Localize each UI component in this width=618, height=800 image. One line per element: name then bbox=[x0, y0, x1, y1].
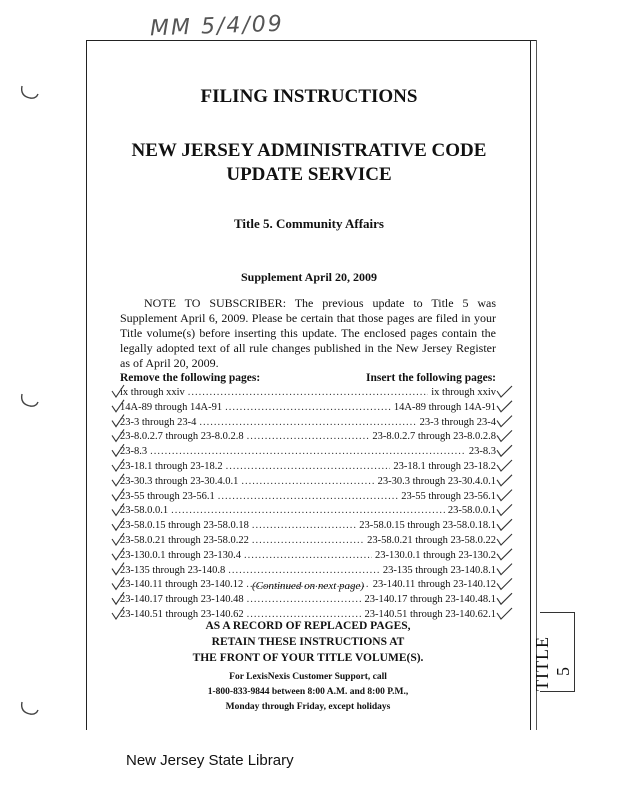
remove-pages: 23-130.0.1 through 23-130.4 bbox=[120, 549, 242, 561]
dot-leader bbox=[252, 519, 356, 534]
column-headers bbox=[120, 372, 496, 384]
remove-pages: 23-58.0.0.1 bbox=[120, 505, 169, 517]
subscriber-note: NOTE TO SUBSCRIBER: The previous update to Title 5 was Supplement April 6, 2009. Please be certain that those pages are filed in your Title volume(s) before inserting this update. The enclosed pages contain the legally adopted text of all rule changes published in the New Jersey Register as of April 20, 2009. bbox=[120, 296, 496, 370]
retain-notice bbox=[120, 618, 496, 666]
handwritten-note: MM 5/4/09 bbox=[149, 11, 285, 42]
dot-leader bbox=[218, 490, 398, 505]
library-stamp: New Jersey State Library bbox=[126, 752, 294, 769]
check-mark-icon bbox=[497, 445, 512, 456]
insert-pages: 23-135 through 23-140.8.1 bbox=[382, 564, 496, 576]
dot-leader bbox=[241, 475, 374, 490]
check-mark-icon bbox=[497, 593, 512, 604]
check-mark-icon bbox=[497, 460, 512, 471]
check-mark-icon bbox=[497, 475, 512, 486]
dot-leader bbox=[171, 504, 445, 519]
insert-pages: 23-140.51 through 23-140.62.1 bbox=[364, 608, 496, 620]
insert-pages: 23-55 through 23-56.1 bbox=[401, 490, 496, 502]
insert-pages: ix through xxiv bbox=[431, 387, 496, 398]
check-mark-icon bbox=[497, 608, 512, 619]
check-mark-icon bbox=[497, 564, 512, 575]
page-row bbox=[120, 593, 496, 608]
support-info bbox=[120, 670, 496, 715]
check-mark-icon bbox=[497, 534, 512, 545]
binder-hole-icon bbox=[18, 390, 40, 412]
check-mark-icon bbox=[497, 401, 512, 412]
supplement-date: Supplement April 20, 2009 bbox=[240, 270, 378, 284]
remove-pages: 23-135 through 23-140.8 bbox=[120, 564, 226, 576]
remove-pages: 23-140.17 through 23-140.48 bbox=[120, 594, 244, 606]
retain-line2: RETAIN THESE INSTRUCTIONS AT bbox=[211, 636, 405, 648]
support-line1: For LexisNexis Customer Support, call bbox=[229, 672, 387, 682]
page-row bbox=[120, 490, 496, 505]
remove-pages: ix through xxiv bbox=[120, 387, 185, 398]
insert-pages: 23-18.1 through 23-18.2 bbox=[393, 460, 496, 472]
dot-leader bbox=[244, 549, 372, 564]
insert-column-header: Insert the following pages: bbox=[365, 372, 496, 384]
page-row bbox=[120, 416, 496, 431]
dot-leader bbox=[252, 534, 364, 549]
code-title-line1: NEW JERSEY ADMINISTRATIVE CODE bbox=[131, 140, 487, 161]
dot-leader bbox=[247, 430, 370, 445]
remove-pages: 23-3 through 23-4 bbox=[120, 416, 197, 428]
remove-pages: 14A-89 through 14A-91 bbox=[120, 401, 223, 413]
page-row bbox=[120, 401, 496, 416]
check-mark-icon bbox=[497, 578, 512, 589]
page-row bbox=[120, 519, 496, 534]
support-hours-line: Monday through Friday, except holidays bbox=[225, 702, 391, 712]
page-frame-top bbox=[86, 40, 536, 41]
insert-pages: 23-8.3 bbox=[468, 446, 496, 458]
insert-pages: 23-140.11 through 23-140.12 bbox=[372, 579, 496, 591]
remove-pages: 23-58.0.21 through 23-58.0.22 bbox=[120, 534, 249, 546]
check-mark-icon bbox=[497, 504, 512, 515]
remove-pages: 23-8.3 bbox=[120, 446, 148, 458]
binder-hole-icon bbox=[18, 698, 40, 720]
page-row bbox=[120, 534, 496, 549]
insert-pages: 23-30.3 through 23-30.4.0.1 bbox=[377, 475, 496, 487]
dot-leader bbox=[228, 564, 380, 579]
page-row bbox=[120, 445, 496, 460]
retain-line3: THE FRONT OF YOUR TITLE VOLUME(S). bbox=[192, 652, 424, 664]
remove-pages: 23-18.1 through 23-18.2 bbox=[120, 460, 223, 472]
document-title: FILING INSTRUCTIONS bbox=[200, 86, 418, 107]
remove-pages: 23-30.3 through 23-30.4.0.1 bbox=[120, 475, 239, 487]
dot-leader bbox=[199, 416, 416, 431]
title-name: Title 5. Community Affairs bbox=[234, 216, 384, 231]
check-mark-icon bbox=[497, 386, 512, 397]
insert-pages: 23-58.0.15 through 23-58.0.18.1 bbox=[359, 520, 496, 532]
retain-line1: AS A RECORD OF REPLACED PAGES, bbox=[205, 620, 411, 632]
remove-pages: 23-140.51 through 23-140.62 bbox=[120, 608, 244, 620]
code-title-line2: UPDATE SERVICE bbox=[226, 164, 392, 185]
insert-pages: 23-58.0.21 through 23-58.0.22 bbox=[367, 534, 496, 546]
check-mark-icon bbox=[497, 519, 512, 530]
check-mark-icon bbox=[497, 549, 512, 560]
remove-pages: 23-140.11 through 23-140.12 bbox=[120, 579, 244, 591]
insert-pages: 23-58.0.0.1 bbox=[447, 505, 496, 517]
page-row bbox=[120, 504, 496, 519]
insert-pages: 23-140.17 through 23-140.48.1 bbox=[364, 594, 496, 606]
insert-pages: 14A-89 through 14A-91 bbox=[393, 401, 496, 413]
page-row bbox=[120, 549, 496, 564]
remove-pages: 23-58.0.15 through 23-58.0.18 bbox=[120, 520, 249, 532]
dot-leader bbox=[150, 445, 466, 460]
remove-column-header: Remove the following pages: bbox=[120, 372, 261, 384]
insert-pages: 23-8.0.2.7 through 23-8.0.2.8 bbox=[372, 431, 496, 443]
insert-pages: 23-130.0.1 through 23-130.2 bbox=[374, 549, 496, 561]
check-mark-icon bbox=[497, 416, 512, 427]
page-row bbox=[120, 430, 496, 445]
dot-leader bbox=[225, 401, 391, 416]
remove-pages: 23-8.0.2.7 through 23-8.0.2.8 bbox=[120, 431, 244, 443]
insert-pages: 23-3 through 23-4 bbox=[419, 416, 496, 428]
support-phone-line: 1-800-833-9844 between 8:00 A.M. and 8:00 P.M., bbox=[207, 687, 409, 697]
dot-leader bbox=[247, 593, 362, 608]
title-tab-label: TITLE 5 bbox=[532, 636, 573, 691]
dot-leader bbox=[226, 460, 391, 475]
page-row bbox=[120, 475, 496, 490]
remove-pages: 23-55 through 23-56.1 bbox=[120, 490, 215, 502]
check-mark-icon bbox=[497, 490, 512, 501]
page-row bbox=[120, 386, 496, 401]
page-row bbox=[120, 460, 496, 475]
page-row bbox=[120, 564, 496, 579]
continued-note: (Continued on next page) bbox=[251, 580, 365, 592]
check-mark-icon bbox=[497, 430, 512, 441]
dot-leader bbox=[188, 386, 429, 401]
